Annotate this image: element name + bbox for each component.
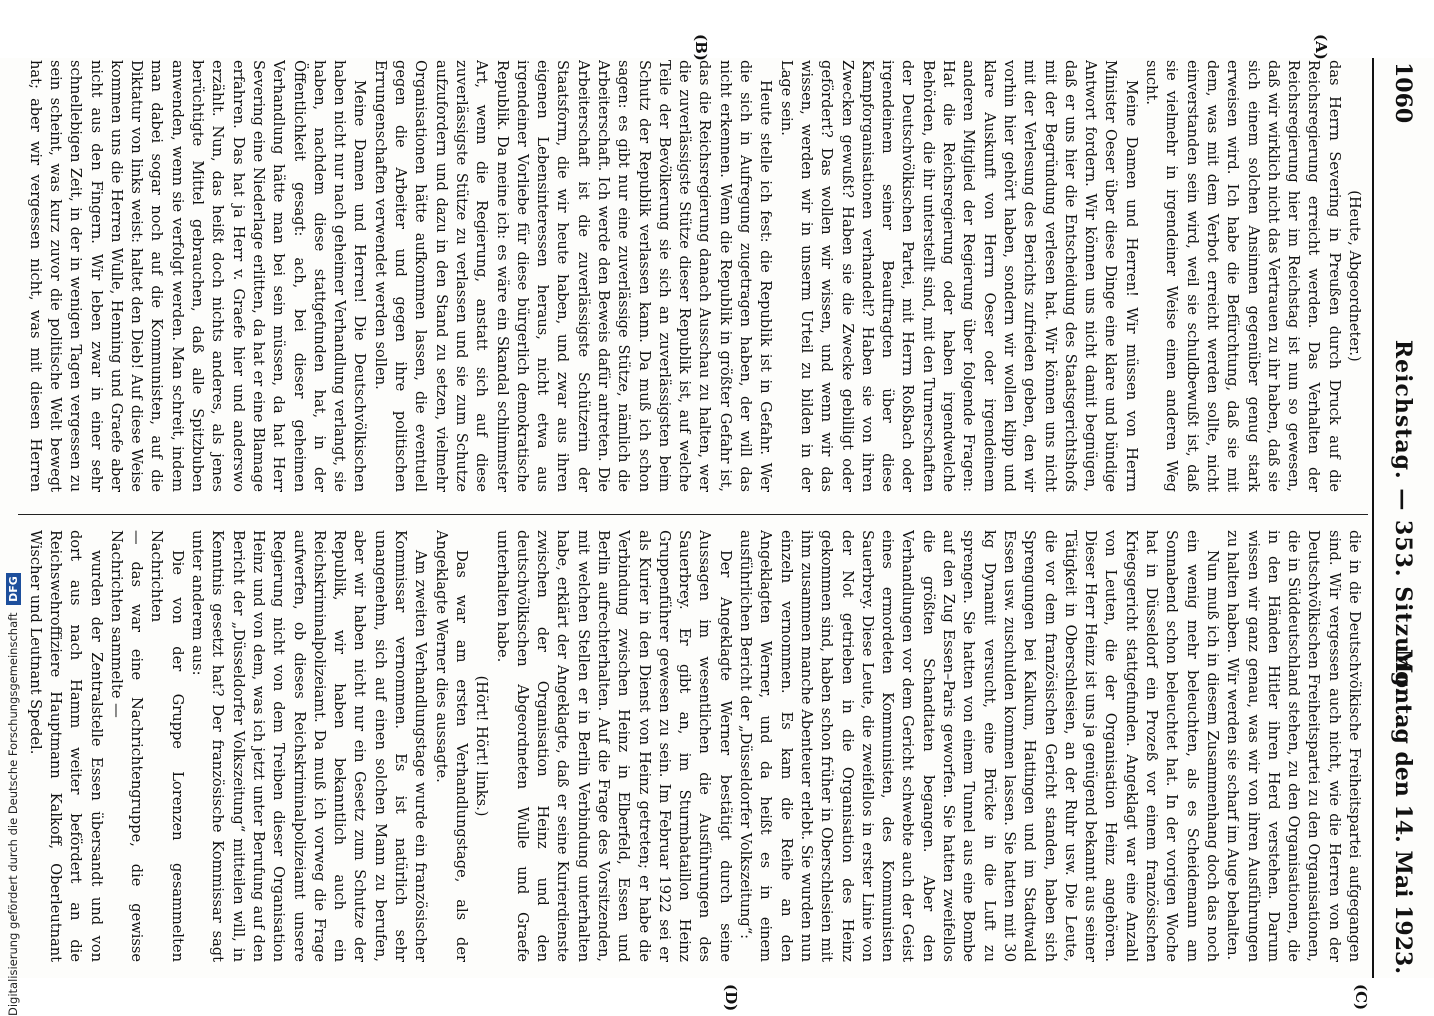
dfg-logo: DFG — [6, 573, 21, 605]
margin-marker-d: (D) — [722, 984, 740, 1011]
right-column — [24, 530, 1364, 962]
paragraph: Nun muß ich in diesem Zusammenhang doch das noch ein wenig mehr beleuchten, als es Scheidemann am Sonnabend schon beleuchtet hat. In der vorigen Woche hat in Düsseldorf ein Prozeß vor einem französischen Kriegsgericht stattgefunden. Angeklagt war eine Anzahl von Leuten, die der Organisation Heinz angehören. Dieser Herr Heinz ist uns ja genügend bekannt aus seiner Tätigkeit in Oberschlesien, an der Ruhr usw. Die Leute, die vor dem französischen Gericht standen, haben sich Sprengungen bei Kalkum, Hattingen und im Stadtwald Essen usw. zuschulden kommen lassen. Sie hatten mit 30 kg Dynamit versucht, eine Brücke in die Luft zu sprengen. Sie hatten von einem Tunnel aus eine Bombe auf den Zug Essen–Paris geworfen. Sie hatten zweifellos die größten Schandtaten begangen. Aber den Verhandlungen vor dem Gericht schwebte auch der Geist eines ermordeten Kommunisten, des Kommunisten Sauerbrey. Diese Leute, die zweifellos in erster Linie von der Not getrieben in die Organisation des Heinz gekommen sind, haben schon früher in Oberschlesien mit ihm zusammen manche Abenteuer erlebt. Sie wurden nun einzeln vernommen. Es kam die Reihe an den Angeklagten Werner, und da heißt es in einem ausführlichen Bericht der „Düsseldorfer Volkszeitung“: — [735, 530, 1222, 962]
interjection: (Hört! Hört! links.) — [471, 530, 491, 962]
paragraph: Meine Damen und Herren! Wir müssen von Herrn Minister Oeser über diese Dinge eine klare und bündige Antwort fordern. Wir können uns nicht damit begnügen, daß er uns hier die Entscheidung des Staatsgerichtshofs mit der Begründung verlesen hat. Wir können uns nicht mit der Verlesung des Berichts zufrieden geben, den wir vorhin hier gehört haben, sondern wir wollen klipp und klare Auskunft von Herrn Oeser oder irgendeinem anderen Mitglied der Regierung über folgende Fragen: Hat die Reichsregierung oder haben irgendwelche Behörden, die ihr unterstellt sind, mit den Turnerschaften der Deutschvölkischen Partei, mit Herrn Roßbach oder irgendeinem seiner Beauftragten über diese Kampforganisationen verhandelt? Haben sie von ihren Zwecken gewußt? Haben sie die Zwecke gebilligt oder gefördert? Das wollen wir wissen, und wenn wir das wissen, werden wir in unserm Urteil zu bilden in der Lage sein. — [775, 60, 1140, 492]
margin-marker-a: (A) — [1312, 34, 1330, 60]
page-header — [1372, 58, 1426, 978]
paragraph: die in die Deutschvölkische Freiheitspartei aufgegangen sind. Wir vergessen auch nicht, wie die Herren von der Deutschvölkischen Freiheitspartei zu den Organisationen, die in Süddeutschland stehen, zu den Organisationen, die in den Händen Hitler ihren Herd verstehen. Darum wissen wir ganz genau, was wir von ihren Ausführungen zu halten haben. Wir werden sie scharf im Auge behalten. — [1222, 530, 1364, 962]
page-title: Reichstag. — 353. Sitzung. — [1390, 58, 1416, 978]
quoted-paragraph: Der Angeklagte Werner bestätigt durch seine Aussagen im wesentlichen die Ausführungen des Sauerbrey. Er gibt an, im Sturmbataillon Heinz Gruppenführer gewesen zu sein. Im Februar 1922 sei er als Kurier in den Dienst von Heinz getreten; er habe die Verbindung zwischen Heinz in Elberfeld, Essen und Berlin aufrechterhalten. Auf die Frage des Vorsitzenden, mit welchen Stellen er in Berlin Verbindung unterhalten habe, erklärt der Angeklagte, daß er seine Kurierdienste zwischen der Organisation Heinz und den deutschvölkischen Abgeordneten Wulle und Graefe unterhalten habe. — [491, 530, 735, 962]
paragraph: Das war am ersten Verhandlungstage, als der Angeklagte Werner dies aussagte. — [430, 530, 471, 962]
newspaper-page — [0, 58, 1434, 978]
funding-notice — [2, 16, 24, 1016]
quoted-paragraph: wurden der Zentralstelle Essen übersandt und von dort aus nach Hamm weiter befördert an die Reichswehroffiziere Hauptmann Kalkoff, Oberleutnant Wischer und Leutnant Spedel. — [24, 530, 105, 962]
quoted-paragraph: Die von der Gruppe Lorenzen gesammelten Nachrichten — [146, 530, 187, 962]
paragraph: — das war eine Nachrichtengruppe, die gewisse Nachrichten sammelte — — [106, 530, 147, 962]
paragraph: Am zweiten Verhandlungstage wurde ein französischer Kommissar vernommen. Es ist natürlich sehr unangenehm, sich auf einen solchen Mann zu berufen, aber wir haben nicht nur ein Gesetz zum Schutze der Republik, wir haben bekanntlich auch ein Reichskriminalpolizeiamt. Da muß ich vorweg die Frage aufwerfen, ob dieses Reichskriminalpolizeiamt unsere Regierung nicht von dem Treiben dieser Organisation Heinz und von dem, was ich jetzt unter Berufung auf den Bericht der „Düsseldorfer Volkszeitung“ mitteilen will, in Kenntnis gesetzt hat? Der französische Kommissar sagt unter anderem aus: — [187, 530, 431, 962]
page-number: 1060 — [1390, 62, 1416, 123]
paragraph: Heute stelle ich fest: die Republik ist in Gefahr. Wer die sich in Aufregung zugetragen haben, der will das nicht erkennen. Wenn die Republik in größter Gefahr ist, das die Reichsregierung danach Ausschau zu halten, wer die zuverlässigste Stütze dieser Republik ist, auf welche Teile der Bevölkerung sie sich an zuverlässigsten beim Schutz der Republik verlassen kann. Da muß ich schon sagen: es gibt nur eine zuverlässige Stütze, nämlich die Arbeiterschaft. Ich werde den Beweis dafür antreten. Die Arbeiterschaft ist die zuverlässigste Schützerin der Staatsform, die wir heute haben, und zwar aus ihren eigenen Lebensinteressen heraus, nicht etwa aus irgendeiner Vorliebe für diese bürgerlich demokratische Republik. Da meine ich: es wäre ein Skandal schlimmster Art, wenn die Regierung, anstatt sich auf diese zuverlässigste Stütze zu verlassen und sie zum Schutze aufzufordern und dazu in den Stand zu setzen, vielmehr Organisationen hätte aufkommen lassen, die eventuell gegen die Arbeiter und gegen ihre politischen Errungenschaften verwendet werden sollen. — [369, 60, 775, 492]
margin-marker-c: (C) — [1352, 984, 1370, 1010]
margin-marker-b: (B) — [692, 34, 710, 61]
speaker-note: (Heute, Abgeordneter.) — [1344, 60, 1364, 492]
column-divider — [18, 514, 1368, 515]
paragraph: Meine Damen und Herren! Die Deutschvölkischen haben nicht nur nach geheimer Verhandlung verlangt, sie haben, nachdem diese stattgefunden hat, in der Öffentlichkeit gesagt: ach, bei dieser geheimen Verhandlung hätte man bei sein müssen, da hat Herr Severing eine Niederlage erlitten, da hat er eine Blamage erfahren. Das hat ja Herr v. Graefe hier und anderswo erzählt. Nun, das heißt doch nichts anderes, als jenes berüchtigte Mittel gebrauchen, daß alle Spitzbuben anwenden, wenn sie verfolgt werden. Man schreit, indem man dabei sogar noch auf die Kommunisten, auf die Diktatur von links weist: haltet den Dieb! Auf diese Weise kommen uns die Herren Wulle, Henning und Graefe aber nicht aus den Fingern. Wir leben zwar in einer sehr schnellebigen Zeit, in der in wenigen Tagen vergessen zu sein scheint, was kurz zuvor die politische Welt bewegt hat; aber wir vergessen nicht, was mit diesen Herren — [24, 60, 369, 492]
paragraph: das Herrn Severing in Preußen durch Druck auf die Reichsregierung erreicht werden. Das Verhalten der Reichsregierung hier im Reichstag ist nun so gewesen, daß wir wirklich nicht das Vertrauen zu ihr haben, daß sie sich einem solchen Ansinnen gegenüber genug stark erweisen wird. Ich habe die Befürchtung, daß sie mit dem, was mit dem Verbot erreicht werden sollte, nicht einverstanden sein wird, weil sie schuldbewußt ist, daß sie vielmehr in irgendeiner Weise einen anderen Weg sucht. — [1141, 60, 1344, 492]
session-date: Montag den 14. Mai 1923. — [1390, 649, 1416, 974]
left-column — [24, 60, 1364, 492]
funding-text: Digitalisierung gefördert durch die Deutsche Forschungsgemeinschaft — [6, 613, 20, 1016]
